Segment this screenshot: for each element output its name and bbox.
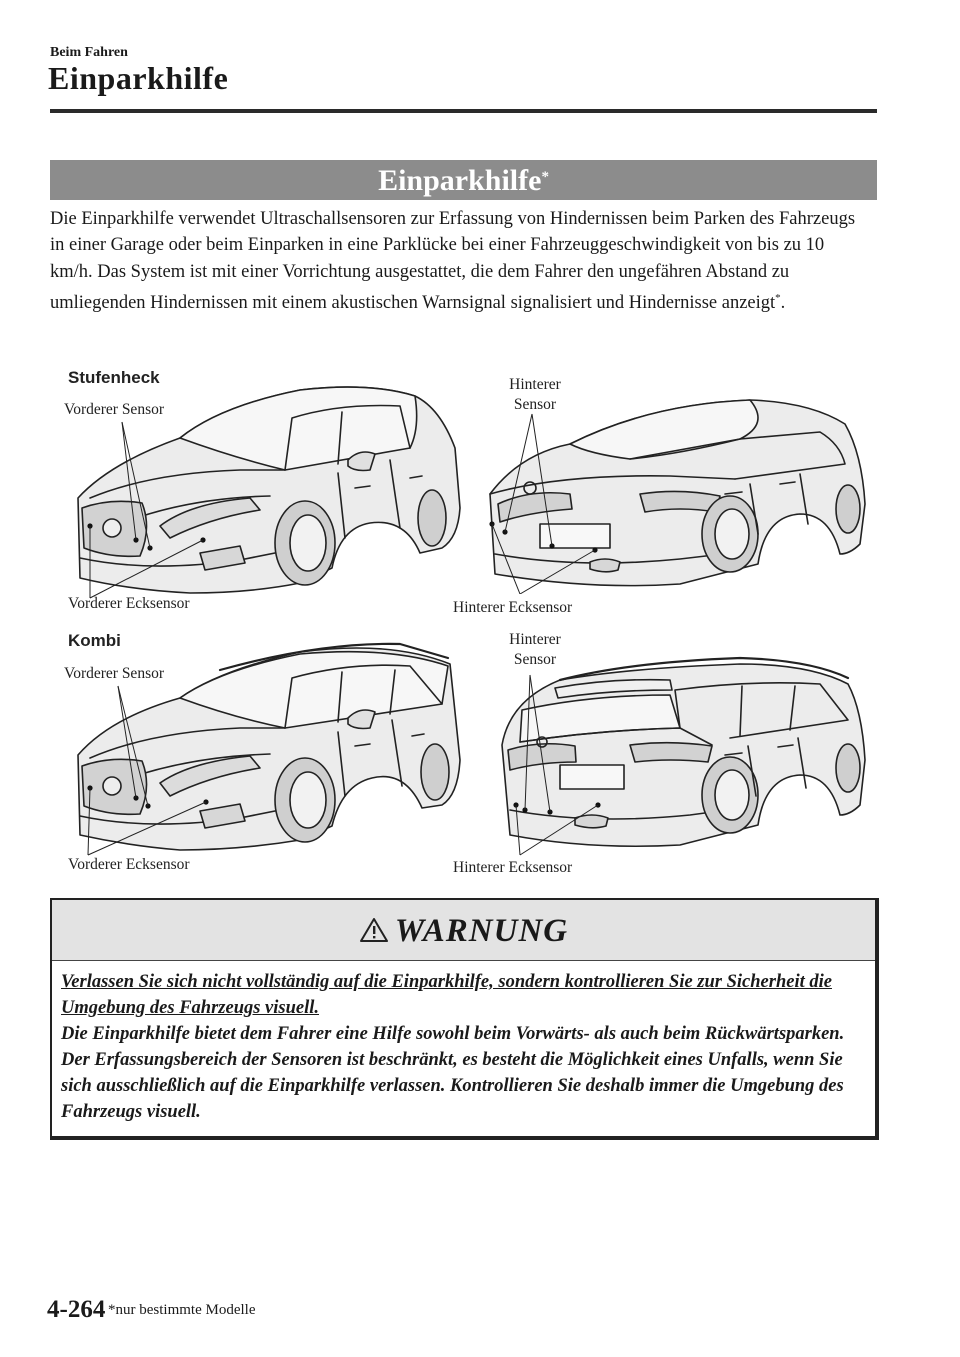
section-heading-bar <box>50 160 877 200</box>
callout-wagon-rear-sensor-line1: Hinterer <box>509 631 561 648</box>
page-title: Einparkhilfe <box>48 60 229 96</box>
variant-label-sedan: Stufenheck <box>68 368 160 387</box>
warning-body-text: Die Einparkhilfe bietet dem Fahrer eine Hilfe sowohl beim Vorwärts- als auch beim Rückwärtsparken. Der Erfassungsbereich der Sensoren ist beschränkt, es besteht die Möglichkeit eines Unfalls, wenn Sie sich ausschließlich auf die Einparkhilfe verlassen. Kontrollieren Sie deshalb immer die Umgebung des Fahrzeugs visuell. <box>61 1024 845 1122</box>
warning-text <box>61 969 871 1125</box>
callout-wagon-rear-sensor-line2: Sensor <box>513 651 557 668</box>
callout-sedan-front-corner: Vorderer Ecksensor <box>68 595 190 612</box>
callout-sedan-rear-sensor-line1: Hinterer <box>509 376 561 393</box>
title-rule <box>50 109 877 113</box>
callout-wagon-rear-sensor <box>480 630 590 670</box>
section-heading-marker: * <box>541 169 549 185</box>
intro-end: . <box>780 293 786 314</box>
footnote: *nur bestimmte Modelle <box>108 1302 256 1318</box>
variant-label-wagon: Kombi <box>68 631 121 650</box>
sedan-rear-illustration <box>480 384 880 594</box>
callout-sedan-rear-corner: Hinterer Ecksensor <box>453 599 573 616</box>
callout-sedan-rear-sensor-line2: Sensor <box>513 396 557 413</box>
intro-text: Die Einparkhilfe verwendet Ultraschallsensoren zur Erfassung von Hindernissen beim Parken des Fahrzeugs in einer Garage oder beim Einparken in eine Parklücke bei einer Fahrzeuggeschwindigkeit von bis zu 10 km/h. Das System ist mit einer Vorrichtung ausgestattet, die dem Fahrer den ungefähren Abstand zu umliegenden Hindernissen mit einem akustischen Warnsignal signalisiert und Hindernisse anzeigt <box>50 209 856 314</box>
callout-sedan-front-sensor: Vorderer Sensor <box>64 401 165 418</box>
intro-marker: * <box>775 291 781 304</box>
warning-title-text: WARNUNG <box>394 913 569 949</box>
intro-paragraph <box>50 206 870 316</box>
callout-wagon-rear-corner: Hinterer Ecksensor <box>453 859 573 876</box>
page-number: 4-264 <box>47 1296 106 1323</box>
warning-underlined-text: Verlassen Sie sich nicht vollständig auf die Einparkhilfe, sondern kontrollieren Sie zur Sicherheit die Umgebung des Fahrzeugs visuell. <box>61 972 832 1018</box>
wagon-rear-illustration <box>480 650 880 860</box>
callout-wagon-front-corner: Vorderer Ecksensor <box>68 856 190 873</box>
warning-title <box>52 900 875 960</box>
section-label: Beim Fahren <box>50 45 128 60</box>
callout-sedan-rear-sensor <box>480 375 590 415</box>
callout-wagon-front-sensor: Vorderer Sensor <box>64 665 165 682</box>
section-heading: Einparkhilfe <box>378 164 542 197</box>
warning-triangle-icon <box>359 917 389 943</box>
warning-box <box>50 898 879 1140</box>
